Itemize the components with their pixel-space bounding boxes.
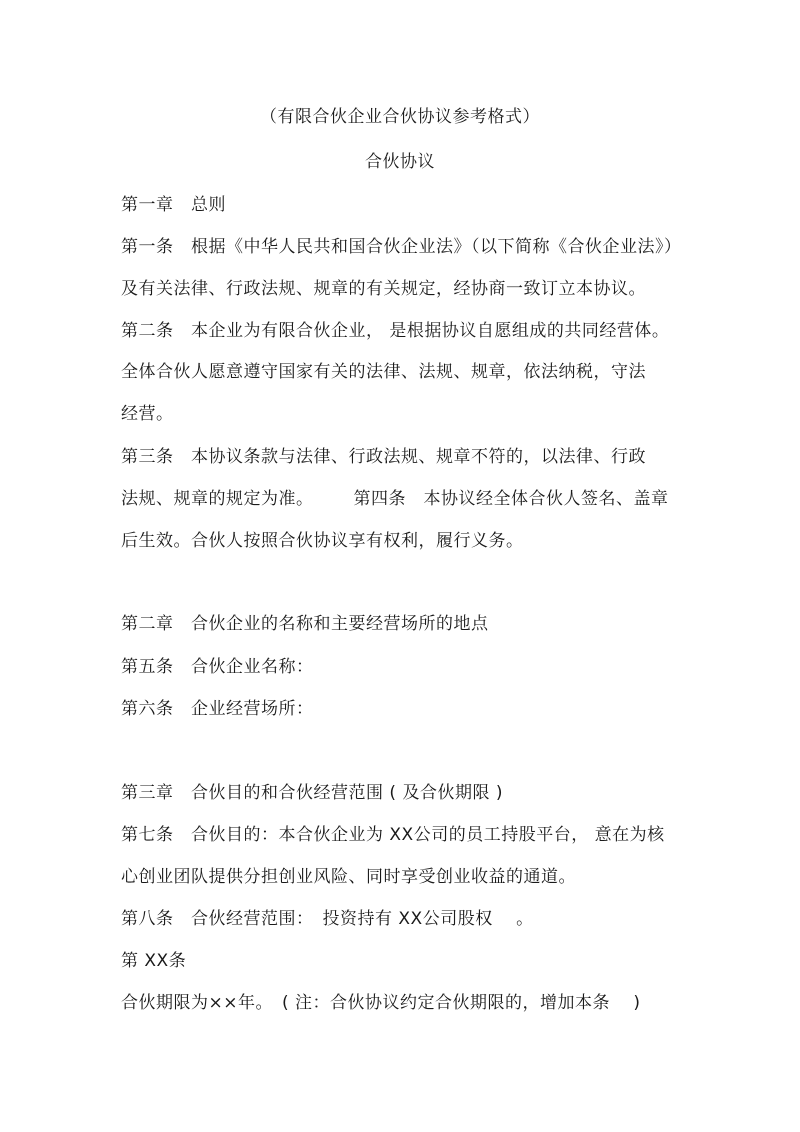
- chapter-heading: 第三章 合伙目的和合伙经营范围 ( 及合伙期限 ): [121, 783, 503, 803]
- article-text-segment: 法规、规章的规定为准。: [121, 489, 314, 509]
- article-text: 第三条 本协议条款与法律、行政法规、规章不符的，以法律、行政: [121, 447, 646, 467]
- article-text: 第一条 根据《中华人民共和国合伙企业法》（以下简称《合伙企业法》）: [121, 237, 682, 257]
- article-text: 经营。: [121, 404, 174, 424]
- article-text: 第 XX条: [121, 951, 187, 971]
- article-text-segment: 第四条 本协议经全体合伙人签名、盖章: [353, 489, 669, 509]
- chapter-heading: 第一章 总则: [121, 195, 226, 215]
- article-text: 第七条 合伙目的：本合伙企业为 XX公司的员工持股平台， 意在为核: [121, 825, 665, 845]
- article-text: 第六条 企业经营场所：: [121, 699, 314, 719]
- article-text: 及有关法律、行政法规、规章的有关规定，经协商一致订立本协议。: [121, 279, 646, 299]
- article-text: 后生效。合伙人按照合伙协议享有权利，履行义务。: [121, 531, 524, 551]
- article-text: 第五条 合伙企业名称：: [121, 657, 314, 677]
- article-text: [121, 488, 669, 510]
- article-text: 心创业团队提供分担创业风险、同时享受创业收益的通道。: [121, 867, 576, 887]
- article-text: 全体合伙人愿意遵守国家有关的法律、法规、规章，依法纳税，守法: [121, 362, 646, 382]
- article-text: 第二条 本企业为有限合伙企业， 是根据协议自愿组成的共同经营体。: [121, 321, 670, 341]
- article-text: 第八条 合伙经营范围： 投资持有 XX公司股权 。: [121, 909, 534, 929]
- document-subtitle: （有限合伙企业合伙协议参考格式）: [260, 107, 540, 127]
- chapter-heading: 第二章 合伙企业的名称和主要经营场所的地点: [121, 614, 489, 634]
- article-text: 合伙期限为××年。 ( 注：合伙协议约定合伙期限的，增加本条 ): [121, 993, 641, 1013]
- document-title: 合伙协议: [365, 152, 435, 172]
